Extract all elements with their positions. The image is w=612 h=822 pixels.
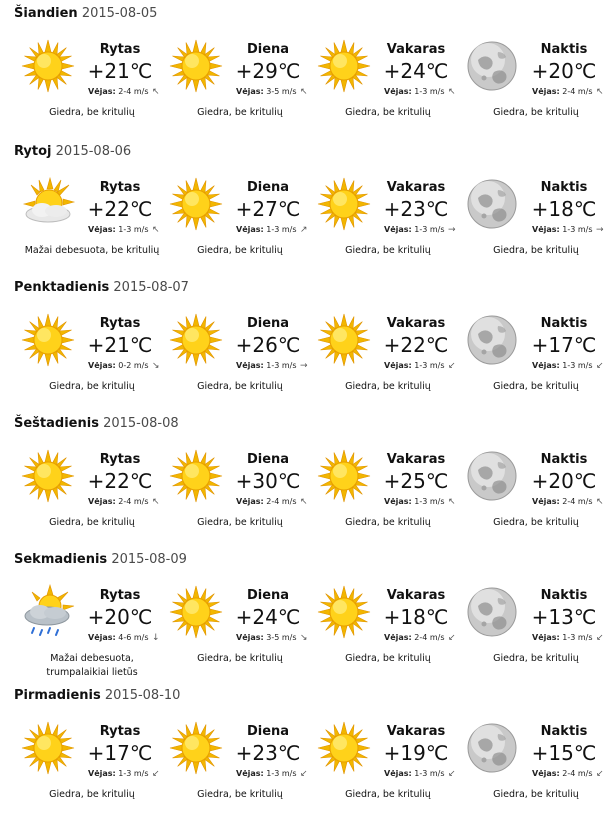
- period-name: Diena: [246, 588, 290, 603]
- forecast-period: [18, 306, 166, 406]
- forecast-period: [166, 714, 314, 814]
- temperature: +23℃: [383, 197, 449, 221]
- sun-cloud-icon: [20, 176, 76, 232]
- day-name: Šeštadienis: [14, 416, 99, 431]
- sun-icon: [20, 312, 76, 368]
- period-name: Vakaras: [386, 316, 446, 331]
- wind-info: [88, 87, 149, 96]
- wind-speed: 1-3 m/s: [118, 769, 149, 778]
- period-name: Naktis: [540, 452, 588, 467]
- condition-text: Giedra, be kritulių: [345, 107, 431, 118]
- wind-info: [532, 361, 593, 370]
- forecast-period: [166, 578, 314, 678]
- wind-direction-icon: ↖: [596, 497, 604, 507]
- wind-direction-icon: ↙: [300, 769, 308, 779]
- condition-text: Giedra, be kritulių: [197, 107, 283, 118]
- forecast-period: [462, 442, 610, 542]
- wind-direction-icon: ↙: [596, 361, 604, 371]
- forecast-period: [462, 170, 610, 270]
- day-date: 2015-08-10: [104, 688, 181, 703]
- wind-info: [532, 87, 593, 96]
- wind-label: Vėjas:: [88, 769, 116, 778]
- day-date: 2015-08-05: [81, 6, 158, 21]
- wind-info: [384, 361, 445, 370]
- temperature: +20℃: [531, 59, 597, 83]
- sun-icon: [316, 720, 372, 776]
- period-name: Rytas: [99, 452, 141, 467]
- day-block: [0, 144, 612, 278]
- forecast-period: [314, 442, 462, 542]
- wind-label: Vėjas:: [88, 87, 116, 96]
- period-name: Rytas: [99, 724, 141, 739]
- sun-icon: [20, 38, 76, 94]
- wind-speed: 2-4 m/s: [266, 497, 297, 506]
- forecast-period: [166, 306, 314, 406]
- period-name: Naktis: [540, 588, 588, 603]
- period-name: Rytas: [99, 180, 141, 195]
- wind-info: [384, 87, 445, 96]
- sun-icon: [168, 38, 224, 94]
- period-name: Naktis: [540, 180, 588, 195]
- period-name: Vakaras: [386, 180, 446, 195]
- forecast-period: [18, 714, 166, 814]
- moon-icon: [464, 38, 520, 94]
- period-name: Diena: [246, 180, 290, 195]
- temperature: +20℃: [531, 469, 597, 493]
- temperature: +22℃: [87, 197, 153, 221]
- wind-info: [88, 225, 149, 234]
- day-heading: [14, 6, 157, 21]
- temperature: +19℃: [383, 741, 449, 765]
- forecast-period: [166, 442, 314, 542]
- wind-speed: 1-3 m/s: [562, 225, 593, 234]
- day-heading: [14, 280, 189, 295]
- sun-icon: [316, 38, 372, 94]
- condition-text: Giedra, be kritulių: [49, 517, 135, 528]
- temperature: +30℃: [235, 469, 301, 493]
- condition-text: Giedra, be kritulių: [493, 789, 579, 800]
- wind-info: [384, 633, 445, 642]
- temperature: +21℃: [87, 333, 153, 357]
- forecast-period: [462, 578, 610, 678]
- wind-speed: 0-2 m/s: [118, 361, 149, 370]
- condition-text: Giedra, be kritulių: [493, 517, 579, 528]
- temperature: +24℃: [383, 59, 449, 83]
- period-name: Diena: [246, 452, 290, 467]
- sun-icon: [168, 176, 224, 232]
- wind-direction-icon: →: [300, 361, 308, 371]
- sun-icon: [20, 720, 76, 776]
- day-name: Rytoj: [14, 144, 52, 159]
- temperature: +20℃: [87, 605, 153, 629]
- sun-icon: [316, 312, 372, 368]
- wind-info: [532, 633, 593, 642]
- temperature: +18℃: [383, 605, 449, 629]
- day-name: Šiandien: [14, 6, 78, 21]
- day-date: 2015-08-06: [55, 144, 132, 159]
- temperature: +27℃: [235, 197, 301, 221]
- wind-info: [384, 225, 445, 234]
- wind-info: [236, 225, 297, 234]
- condition-text: Giedra, be kritulių: [345, 653, 431, 664]
- wind-info: [88, 361, 149, 370]
- period-name: Vakaras: [386, 42, 446, 57]
- wind-info: [236, 361, 297, 370]
- wind-speed: 1-3 m/s: [266, 225, 297, 234]
- moon-icon: [464, 176, 520, 232]
- wind-label: Vėjas:: [236, 361, 264, 370]
- forecast-period: [18, 170, 166, 270]
- temperature: +25℃: [383, 469, 449, 493]
- wind-info: [236, 497, 297, 506]
- day-heading: [14, 552, 187, 567]
- wind-speed: 1-3 m/s: [414, 87, 445, 96]
- condition-text: Giedra, be kritulių: [345, 517, 431, 528]
- temperature: +26℃: [235, 333, 301, 357]
- wind-info: [384, 769, 445, 778]
- forecast-period: [462, 306, 610, 406]
- wind-label: Vėjas:: [236, 225, 264, 234]
- wind-direction-icon: →: [596, 225, 604, 235]
- temperature: +17℃: [87, 741, 153, 765]
- condition-text: Giedra, be kritulių: [493, 381, 579, 392]
- wind-label: Vėjas:: [532, 225, 560, 234]
- wind-speed: 1-3 m/s: [414, 497, 445, 506]
- wind-direction-icon: ↓: [152, 633, 160, 643]
- period-name: Vakaras: [386, 588, 446, 603]
- wind-speed: 2-4 m/s: [414, 633, 445, 642]
- wind-direction-icon: ↖: [152, 225, 160, 235]
- wind-direction-icon: ↘: [300, 633, 308, 643]
- day-heading: [14, 688, 180, 703]
- forecast-period: [462, 714, 610, 814]
- wind-label: Vėjas:: [236, 87, 264, 96]
- wind-speed: 1-3 m/s: [266, 769, 297, 778]
- wind-label: Vėjas:: [532, 87, 560, 96]
- period-name: Diena: [246, 316, 290, 331]
- wind-info: [88, 633, 149, 642]
- wind-label: Vėjas:: [384, 497, 412, 506]
- wind-label: Vėjas:: [88, 225, 116, 234]
- forecast-period: [462, 32, 610, 132]
- condition-text: Giedra, be kritulių: [197, 245, 283, 256]
- forecast-period: [314, 306, 462, 406]
- condition-text: Mažai debesuota, trumpalaikiai lietūs: [46, 653, 138, 678]
- wind-direction-icon: ↖: [152, 87, 160, 97]
- wind-direction-icon: ↖: [448, 497, 456, 507]
- day-name: Sekmadienis: [14, 552, 108, 567]
- temperature: +22℃: [87, 469, 153, 493]
- wind-direction-icon: ↖: [152, 497, 160, 507]
- condition-text: Giedra, be kritulių: [197, 517, 283, 528]
- day-block: [0, 688, 612, 822]
- wind-label: Vėjas:: [384, 361, 412, 370]
- day-block: [0, 6, 612, 140]
- temperature: +21℃: [87, 59, 153, 83]
- wind-label: Vėjas:: [236, 497, 264, 506]
- wind-label: Vėjas:: [88, 361, 116, 370]
- wind-speed: 2-4 m/s: [562, 87, 593, 96]
- temperature: +17℃: [531, 333, 597, 357]
- wind-info: [236, 633, 297, 642]
- forecast-period: [166, 32, 314, 132]
- period-name: Rytas: [99, 588, 141, 603]
- wind-label: Vėjas:: [532, 769, 560, 778]
- wind-direction-icon: ↙: [448, 769, 456, 779]
- wind-label: Vėjas:: [532, 361, 560, 370]
- wind-label: Vėjas:: [236, 769, 264, 778]
- wind-direction-icon: ↖: [596, 87, 604, 97]
- wind-label: Vėjas:: [88, 633, 116, 642]
- condition-text: Giedra, be kritulių: [345, 381, 431, 392]
- condition-text: Giedra, be kritulių: [49, 789, 135, 800]
- condition-text: Giedra, be kritulių: [197, 381, 283, 392]
- day-block: [0, 552, 612, 686]
- period-name: Vakaras: [386, 724, 446, 739]
- wind-direction-icon: ↖: [300, 497, 308, 507]
- wind-label: Vėjas:: [532, 633, 560, 642]
- condition-text: Giedra, be kritulių: [493, 653, 579, 664]
- condition-text: Giedra, be kritulių: [197, 789, 283, 800]
- condition-text: Giedra, be kritulių: [197, 653, 283, 664]
- wind-speed: 2-4 m/s: [562, 497, 593, 506]
- forecast-period: [18, 578, 166, 678]
- sun-icon: [316, 448, 372, 504]
- day-name: Penktadienis: [14, 280, 110, 295]
- wind-info: [532, 769, 593, 778]
- wind-label: Vėjas:: [236, 633, 264, 642]
- wind-direction-icon: →: [448, 225, 456, 235]
- sun-icon: [316, 176, 372, 232]
- period-name: Rytas: [99, 42, 141, 57]
- condition-text: Giedra, be kritulių: [49, 381, 135, 392]
- condition-text: Giedra, be kritulių: [493, 107, 579, 118]
- temperature: +18℃: [531, 197, 597, 221]
- wind-speed: 1-3 m/s: [414, 361, 445, 370]
- period-name: Naktis: [540, 42, 588, 57]
- period-name: Rytas: [99, 316, 141, 331]
- wind-info: [384, 497, 445, 506]
- forecast-period: [18, 442, 166, 542]
- wind-speed: 2-4 m/s: [118, 87, 149, 96]
- period-name: Diena: [246, 724, 290, 739]
- temperature: +24℃: [235, 605, 301, 629]
- wind-speed: 4-6 m/s: [118, 633, 149, 642]
- wind-direction-icon: ↘: [152, 361, 160, 371]
- sun-icon: [20, 448, 76, 504]
- wind-speed: 2-4 m/s: [562, 769, 593, 778]
- temperature: +13℃: [531, 605, 597, 629]
- forecast-period: [314, 32, 462, 132]
- wind-direction-icon: ↙: [448, 361, 456, 371]
- wind-direction-icon: ↖: [300, 87, 308, 97]
- forecast-period: [314, 578, 462, 678]
- wind-info: [532, 225, 593, 234]
- day-name: Pirmadienis: [14, 688, 101, 703]
- moon-icon: [464, 720, 520, 776]
- wind-direction-icon: ↙: [448, 633, 456, 643]
- sun-icon: [168, 584, 224, 640]
- wind-direction-icon: ↙: [152, 769, 160, 779]
- wind-label: Vėjas:: [384, 769, 412, 778]
- condition-text: Giedra, be kritulių: [345, 245, 431, 256]
- day-date: 2015-08-08: [103, 416, 179, 431]
- wind-speed: 3-5 m/s: [266, 87, 297, 96]
- period-name: Vakaras: [386, 452, 446, 467]
- moon-icon: [464, 312, 520, 368]
- wind-label: Vėjas:: [384, 225, 412, 234]
- condition-text: Mažai debesuota, be kritulių: [24, 245, 160, 256]
- wind-direction-icon: ↙: [596, 769, 604, 779]
- temperature: +29℃: [235, 59, 301, 83]
- wind-direction-icon: ↙: [596, 633, 604, 643]
- rain-cloud-icon: [20, 584, 76, 640]
- sun-icon: [168, 448, 224, 504]
- wind-label: Vėjas:: [384, 633, 412, 642]
- forecast-period: [314, 714, 462, 814]
- wind-speed: 1-3 m/s: [562, 361, 593, 370]
- wind-speed: 1-3 m/s: [562, 633, 593, 642]
- wind-label: Vėjas:: [88, 497, 116, 506]
- condition-text: Giedra, be kritulių: [345, 789, 431, 800]
- condition-text: Giedra, be kritulių: [49, 107, 135, 118]
- wind-speed: 1-3 m/s: [118, 225, 149, 234]
- wind-info: [236, 87, 297, 96]
- wind-info: [236, 769, 297, 778]
- period-name: Naktis: [540, 724, 588, 739]
- wind-label: Vėjas:: [532, 497, 560, 506]
- wind-speed: 1-3 m/s: [266, 361, 297, 370]
- period-name: Diena: [246, 42, 290, 57]
- wind-info: [88, 497, 149, 506]
- day-date: 2015-08-09: [111, 552, 187, 567]
- temperature: +22℃: [383, 333, 449, 357]
- day-heading: [14, 144, 131, 159]
- forecast-period: [166, 170, 314, 270]
- sun-icon: [316, 584, 372, 640]
- day-block: [0, 416, 612, 550]
- moon-icon: [464, 584, 520, 640]
- wind-speed: 1-3 m/s: [414, 225, 445, 234]
- temperature: +23℃: [235, 741, 301, 765]
- wind-speed: 2-4 m/s: [118, 497, 149, 506]
- forecast-period: [314, 170, 462, 270]
- condition-text: Giedra, be kritulių: [493, 245, 579, 256]
- wind-info: [88, 769, 149, 778]
- moon-icon: [464, 448, 520, 504]
- wind-direction-icon: ↗: [300, 225, 308, 235]
- sun-icon: [168, 312, 224, 368]
- temperature: +15℃: [531, 741, 597, 765]
- forecast-period: [18, 32, 166, 132]
- day-block: [0, 280, 612, 414]
- period-name: Naktis: [540, 316, 588, 331]
- wind-speed: 1-3 m/s: [414, 769, 445, 778]
- wind-info: [532, 497, 593, 506]
- sun-icon: [168, 720, 224, 776]
- day-date: 2015-08-07: [113, 280, 189, 295]
- wind-direction-icon: ↖: [448, 87, 456, 97]
- wind-speed: 3-5 m/s: [266, 633, 297, 642]
- day-heading: [14, 416, 179, 431]
- wind-label: Vėjas:: [384, 87, 412, 96]
